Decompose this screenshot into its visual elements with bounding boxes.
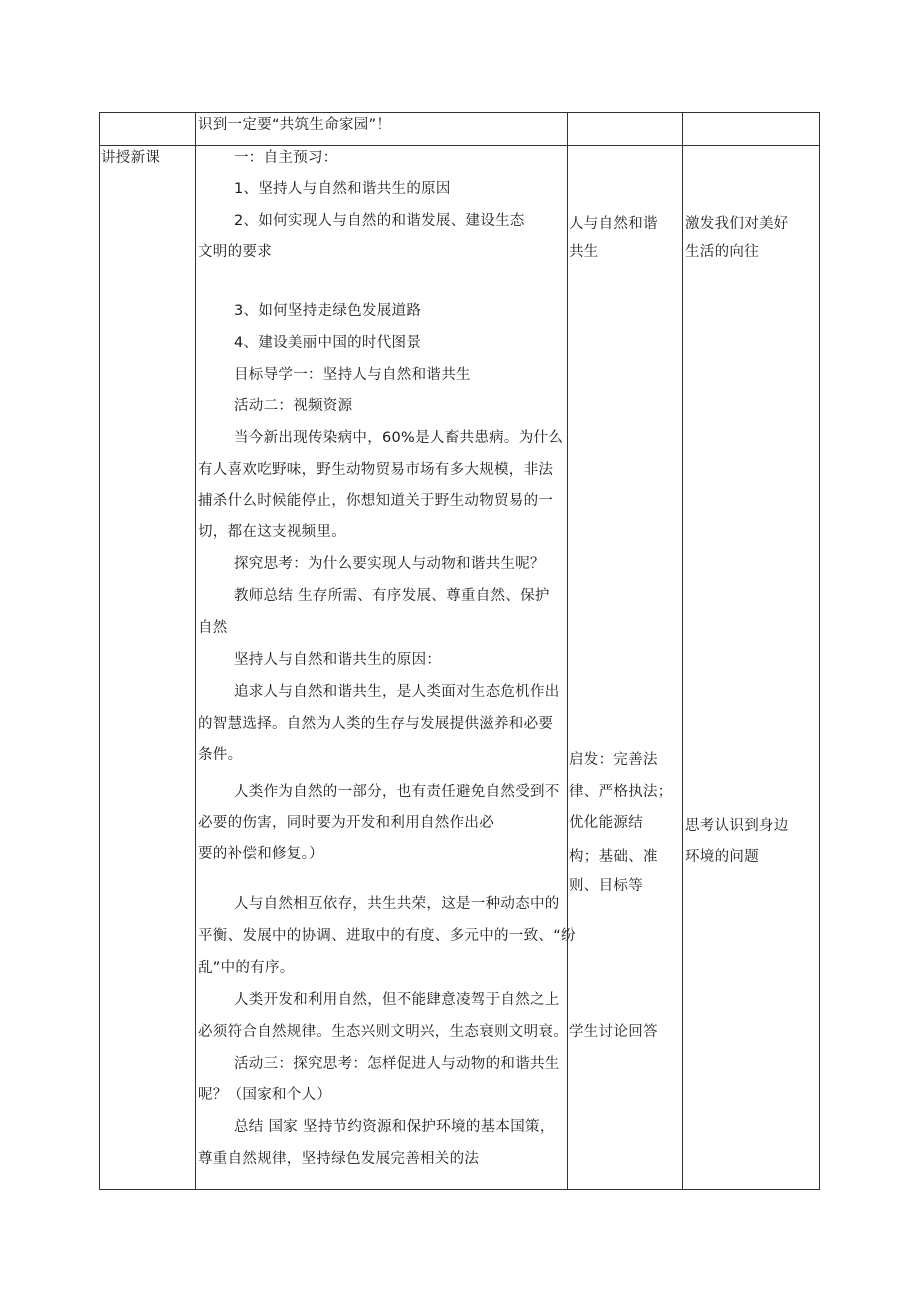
intent-line: 环境的问题 (685, 849, 759, 865)
content-line: 追求人与自然和谐共生，是人类面对生态危机作出 (234, 684, 560, 700)
method-line: 共生 (569, 244, 599, 260)
method-line: 学生讨论回答 (569, 1024, 658, 1040)
content-line: 捕杀什么时候能停止，你想知道关于野生动物贸易的一 (198, 493, 554, 509)
content-line: 教师总结 生存所需、有序发展、尊重自然、保护 (234, 588, 550, 604)
content-line: 3、如何坚持走绿色发展道路 (234, 303, 422, 319)
method-line: 则、目标等 (569, 878, 643, 894)
content-line: 切，都在这支视频里。 (198, 524, 346, 540)
content-line: 活动二：视频资源 (234, 398, 353, 414)
method-line: 构；基础、准 (569, 849, 658, 865)
section-label: 讲授新课 (101, 150, 161, 166)
content-line: 人与自然相互依存，共生共荣，这是一种动态中的 (234, 896, 560, 912)
content-line: 条件。 (198, 747, 243, 763)
method-line: 律、严格执法； (569, 784, 673, 800)
content-line: 总结 国家 坚持节约资源和保护环境的基本国策， (234, 1119, 555, 1135)
top-row-text: 识到一定要“共筑生命家园”！ (198, 117, 392, 133)
content-line: 目标导学一：坚持人与自然和谐共生 (234, 367, 471, 383)
content-line: 自然 (198, 620, 228, 636)
intent-line: 生活的向往 (685, 244, 759, 260)
content-line: 2、如何实现人与自然的和谐发展、建设生态 (234, 213, 525, 229)
method-line: 人与自然和谐 (569, 216, 658, 232)
content-line: 的智慧选择。自然为人类的生存与发展提供滋养和必要 (198, 716, 554, 732)
content-line: 4、建设美丽中国的时代图景 (234, 335, 422, 351)
content-line: 探究思考：为什么要实现人与动物和谐共生呢？ (234, 556, 545, 572)
content-line: 当今新出现传染病中，60%是人畜共患病。为什么 (234, 430, 564, 446)
content-line: 必要的伤害，同时要为开发和利用自然作出必 (198, 815, 494, 831)
content-line: 人类开发和利用自然，但不能肆意凌驾于自然之上 (234, 992, 560, 1008)
content-line: 活动三：探究思考：怎样促进人与动物的和谐共生 (234, 1056, 560, 1072)
content-line: 1、坚持人与自然和谐共生的原因 (234, 181, 451, 197)
content-line: 人类作为自然的一部分，也有责任避免自然受到不 (234, 784, 560, 800)
intent-line: 激发我们对美好 (685, 216, 789, 232)
content-line: 平衡、发展中的协调、进取中的有度、多元中的一致、“纷 (198, 928, 576, 944)
intent-line: 思考认识到身边 (685, 818, 789, 834)
content-line: 必须符合自然规律。生态兴则文明兴，生态衰则文明衰。 (198, 1024, 568, 1040)
method-line: 启发：完善法 (569, 752, 658, 768)
content-line: 尊重自然规律，坚持绿色发展完善相关的法 (198, 1151, 480, 1167)
method-line: 优化能源结 (569, 815, 643, 831)
content-line: 一：自主预习： (234, 150, 338, 166)
row-divider (100, 145, 819, 146)
content-line: 有人喜欢吃野味，野生动物贸易市场有多大规模，非法 (198, 462, 554, 478)
content-line: 坚持人与自然和谐共生的原因： (234, 652, 442, 668)
column-divider (682, 113, 683, 1189)
content-line: 呢？（国家和个人） (198, 1087, 332, 1103)
column-divider (195, 113, 196, 1189)
content-line: 要的补偿和修复。） (198, 846, 324, 862)
content-line: 文明的要求 (198, 244, 272, 260)
content-line: 乱”中的有序。 (198, 960, 295, 976)
